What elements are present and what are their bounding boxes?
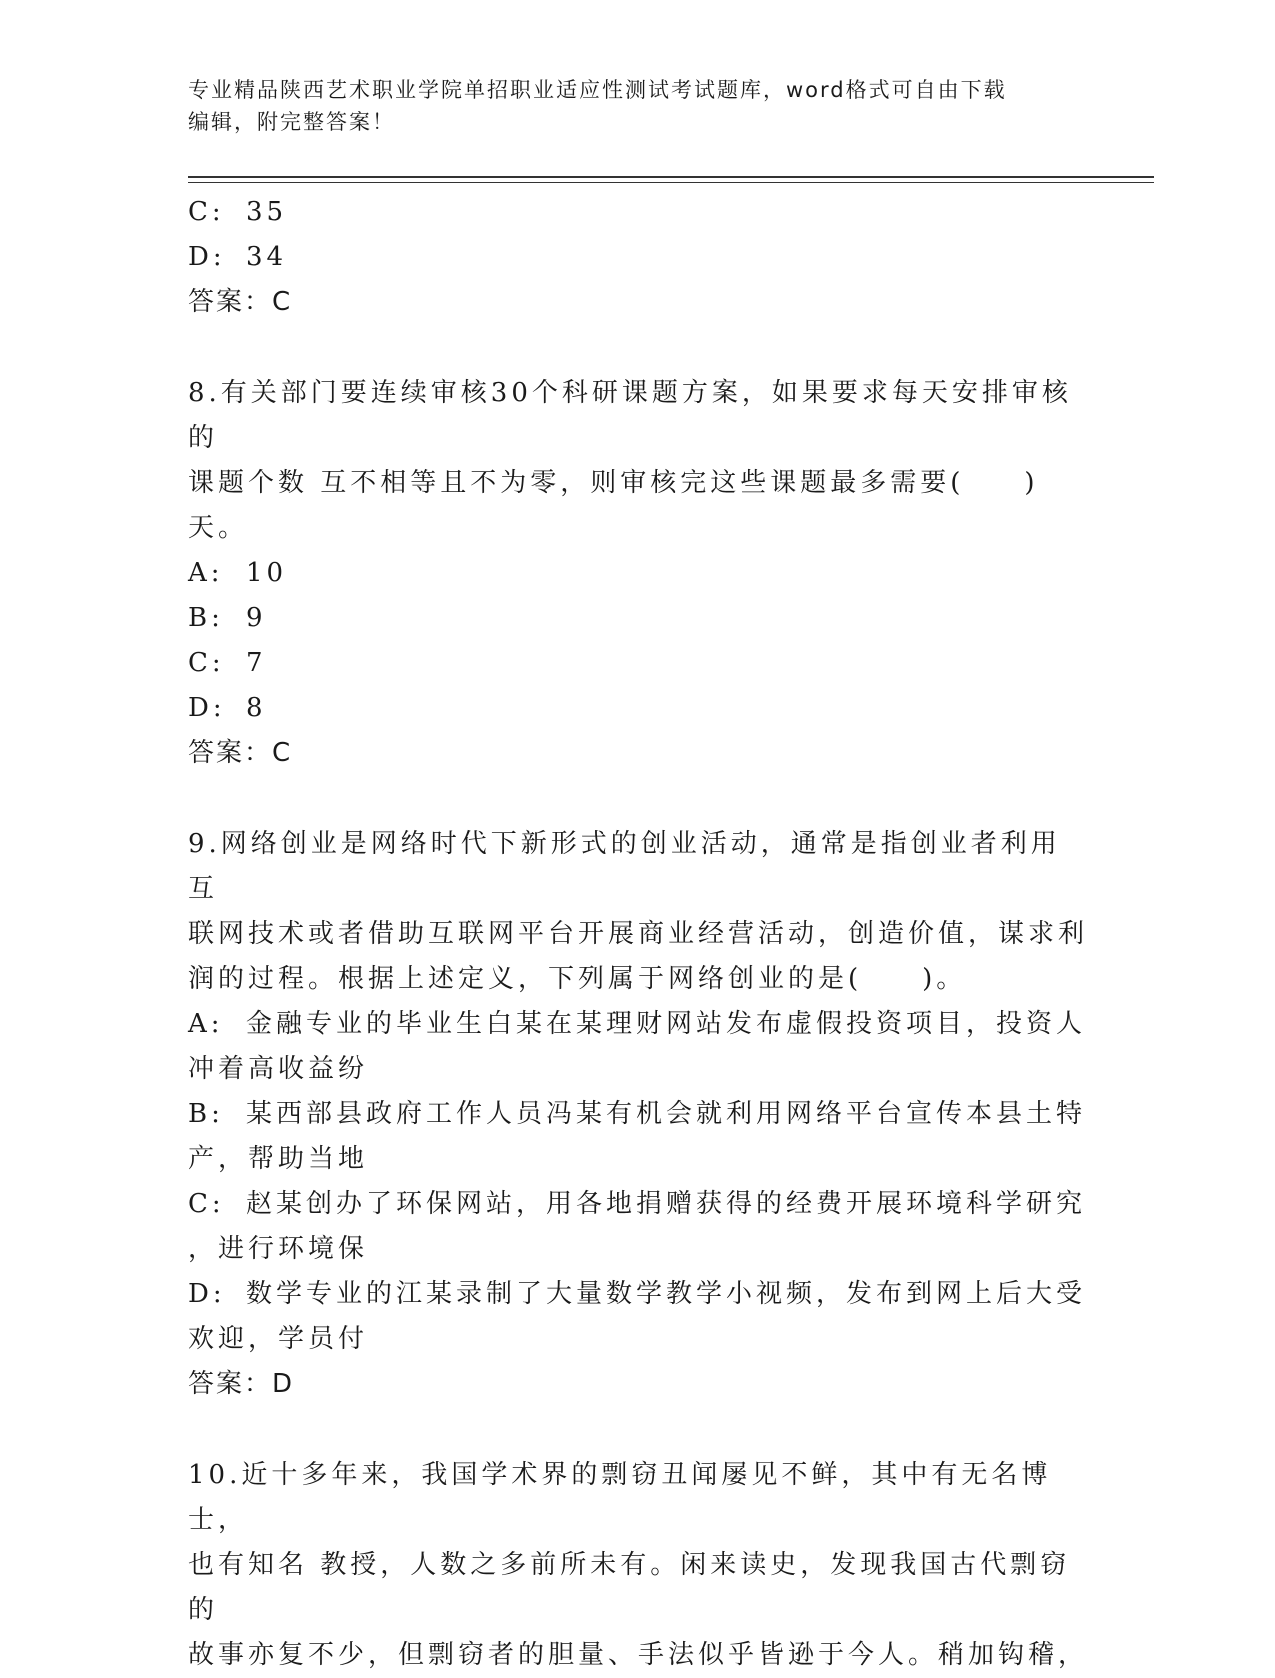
option-text: 35 bbox=[246, 197, 288, 227]
option-key: D: bbox=[188, 1279, 226, 1309]
option-key: C: bbox=[188, 648, 225, 678]
option-text: 7 bbox=[246, 648, 267, 678]
document-body bbox=[188, 190, 1088, 1678]
question-10 bbox=[188, 1453, 1088, 1678]
question-text-line: 故事亦复不少，但剽窃者的胆量、手法似乎皆逊于今人。稍加钩稽， bbox=[188, 1640, 1089, 1670]
answer-line: 答案：C bbox=[188, 738, 293, 768]
header-line-1: 专业精品陕西艺术职业学院单招职业适应性测试考试题库，word格式可自由下载 bbox=[188, 78, 1007, 102]
option-c bbox=[188, 1182, 1088, 1227]
question-text-line: 润的过程。根据上述定义，下列属于网络创业的是( )。 bbox=[188, 964, 967, 994]
option-text: 某西部县政府工作人员冯某有机会就利用网络平台宣传本县土特 bbox=[246, 1099, 1087, 1129]
header-rule-bottom bbox=[188, 182, 1154, 183]
question-8 bbox=[188, 371, 1088, 776]
question-text-line: 也有知名 教授，人数之多前所未有。闲来读史，发现我国古代剽窃的 bbox=[188, 1550, 1071, 1625]
option-key: A: bbox=[188, 1009, 224, 1039]
option-text: 数学专业的江某录制了大量数学教学小视频，发布到网上后大受 bbox=[246, 1279, 1087, 1309]
option-key: C: bbox=[188, 197, 225, 227]
spacer bbox=[188, 325, 1088, 371]
question-text-line: 9.网络创业是网络时代下新形式的创业活动，通常是指创业者利用互 bbox=[188, 829, 1061, 904]
question-text-line: 8.有关部门要连续审核30个科研课题方案，如果要求每天安排审核的 bbox=[188, 378, 1072, 453]
answer-line: 答案：C bbox=[188, 287, 293, 317]
question-text-line: 10.近十多年来，我国学术界的剽窃丑闻屡见不鲜，其中有无名博士， bbox=[188, 1460, 1052, 1535]
option-c-continuation: ，进行环境保 bbox=[188, 1234, 369, 1264]
document-header bbox=[188, 74, 1068, 138]
option-b bbox=[188, 1092, 1088, 1137]
question-7-continuation bbox=[188, 190, 1088, 325]
spacer bbox=[188, 776, 1088, 822]
option-d bbox=[188, 1272, 1088, 1317]
option-d bbox=[188, 235, 1088, 280]
option-text: 赵某创办了环保网站，用各地捐赠获得的经费开展环境科学研究 bbox=[246, 1189, 1087, 1219]
option-key: B: bbox=[188, 603, 224, 633]
spacer bbox=[188, 1407, 1088, 1453]
option-text: 10 bbox=[246, 558, 288, 588]
option-text: 金融专业的毕业生白某在某理财网站发布虚假投资项目，投资人 bbox=[246, 1009, 1087, 1039]
option-c bbox=[188, 641, 1088, 686]
option-d-continuation: 欢迎，学员付 bbox=[188, 1324, 369, 1354]
option-a bbox=[188, 551, 1088, 596]
option-key: B: bbox=[188, 1099, 224, 1129]
option-text: 34 bbox=[246, 242, 288, 272]
option-b bbox=[188, 596, 1088, 641]
option-key: D: bbox=[188, 242, 226, 272]
question-text-line: 联网技术或者借助互联网平台开展商业经营活动，创造价值，谋求利 bbox=[188, 919, 1089, 949]
answer-line: 答案：D bbox=[188, 1369, 295, 1399]
question-9 bbox=[188, 822, 1088, 1407]
option-key: A: bbox=[188, 558, 224, 588]
option-d bbox=[188, 686, 1088, 731]
option-key: D: bbox=[188, 693, 226, 723]
option-c bbox=[188, 190, 1088, 235]
option-b-continuation: 产，帮助当地 bbox=[188, 1144, 369, 1174]
header-line-2: 编辑，附完整答案！ bbox=[188, 110, 395, 134]
question-text-line: 课题个数 互不相等且不为零，则审核完这些课题最多需要( )天。 bbox=[188, 468, 1039, 543]
header-rule-top bbox=[188, 176, 1154, 178]
option-text: 8 bbox=[246, 693, 267, 723]
option-text: 9 bbox=[246, 603, 267, 633]
option-a-continuation: 冲着高收益纷 bbox=[188, 1054, 369, 1084]
option-a bbox=[188, 1002, 1088, 1047]
option-key: C: bbox=[188, 1189, 225, 1219]
